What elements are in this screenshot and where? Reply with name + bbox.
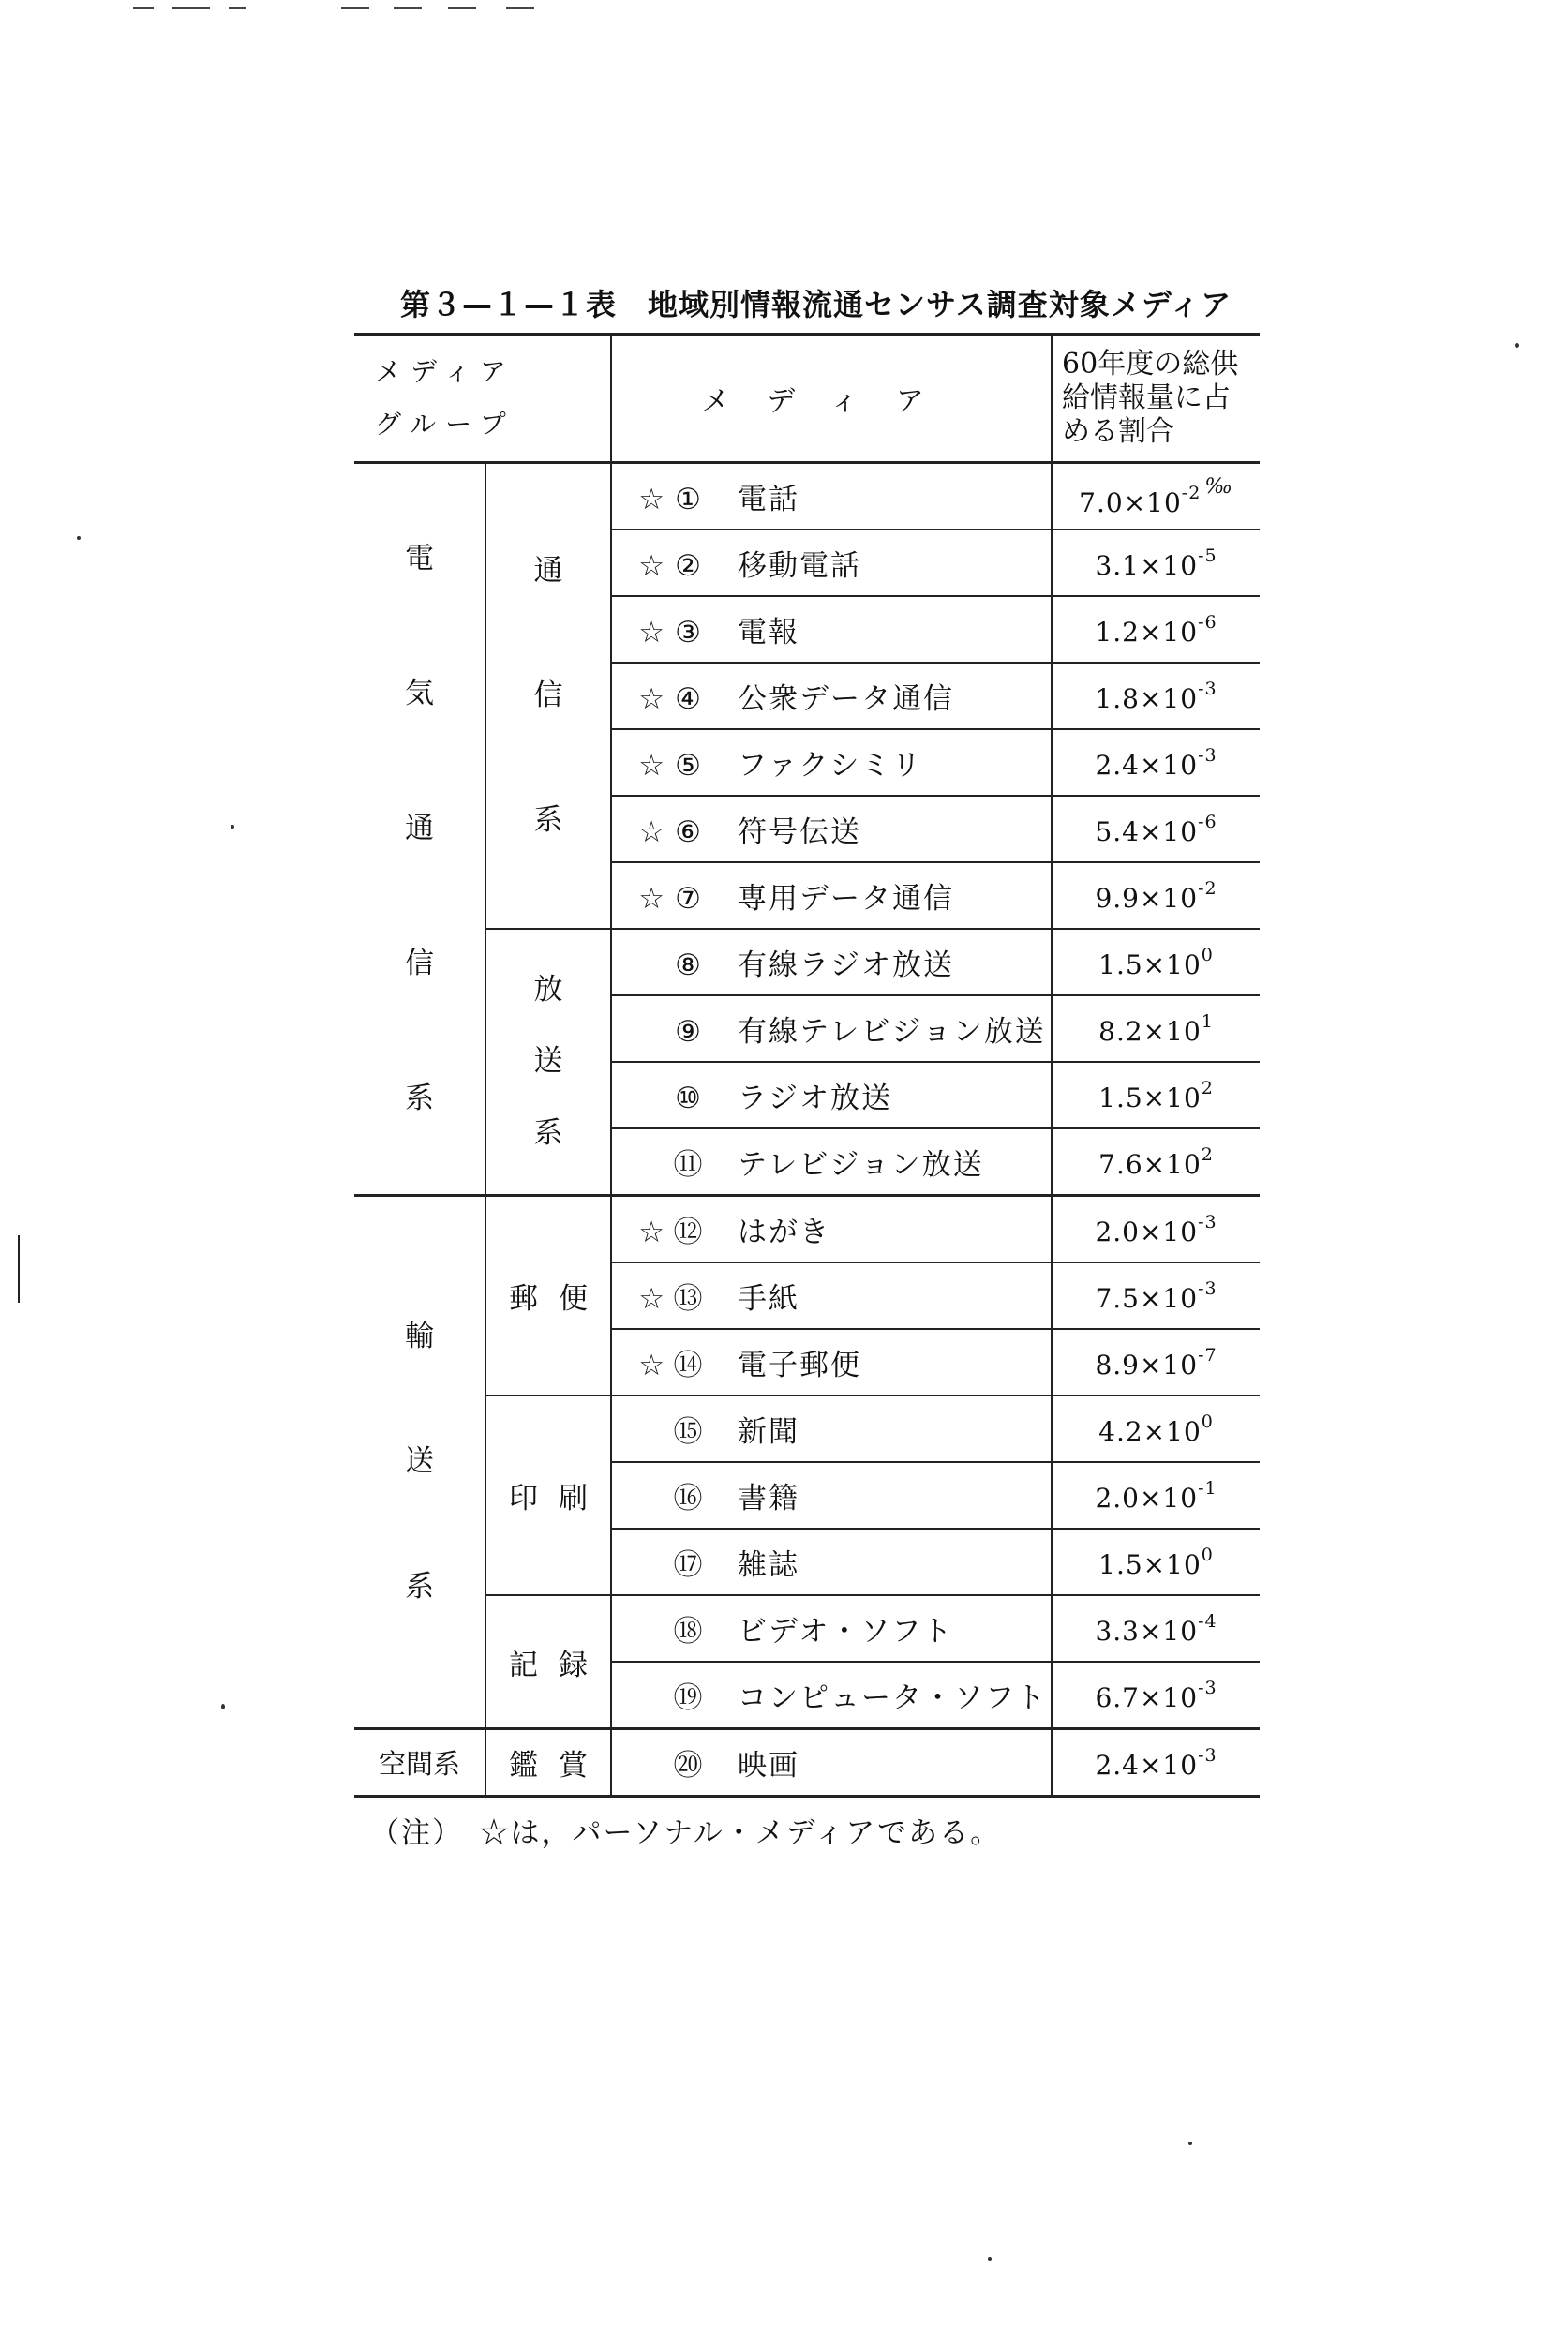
media-cell <box>611 729 1052 796</box>
vertical-label-char: 通 <box>533 553 563 588</box>
ratio-cell <box>1052 463 1260 530</box>
subgroup-telecom-label <box>486 509 610 884</box>
media-name: 移動電話 <box>738 549 862 583</box>
media-name: 電話 <box>738 483 800 516</box>
vertical-label-char: 通 <box>405 812 434 845</box>
media-name: ビデオ・ソフト <box>738 1615 954 1649</box>
media-cell <box>611 1595 1052 1662</box>
media-number: ⑬ <box>673 1282 703 1316</box>
vertical-label-char: 放 <box>533 972 563 1007</box>
table-note: （注） ☆は，パーソナル・メディアである。 <box>370 1816 1002 1850</box>
ratio-cell <box>1052 1128 1260 1196</box>
ratio-exponent: -6 <box>1198 611 1217 633</box>
scan-artifact <box>394 7 422 9</box>
ratio-exponent: -7 <box>1198 1344 1217 1366</box>
media-cell <box>611 1396 1052 1462</box>
ratio-exponent: 2 <box>1201 1143 1214 1165</box>
media-cell <box>611 463 1052 530</box>
ratio-cell <box>1052 796 1260 862</box>
vertical-label-char: 輸 <box>405 1320 434 1354</box>
ratio-exponent: -2 <box>1181 482 1202 503</box>
media-name: 手紙 <box>738 1282 800 1316</box>
media-name: 雑誌 <box>738 1548 800 1582</box>
ratio-exponent: 1 <box>1201 1010 1214 1032</box>
ratio-mantissa: 8.2×10 <box>1098 1015 1202 1047</box>
ratio-exponent: 2 <box>1201 1077 1214 1098</box>
vertical-label-char: 系 <box>405 1082 434 1115</box>
media-number: ⑳ <box>673 1749 703 1783</box>
ratio-cell <box>1052 596 1260 663</box>
media-number: ⑩ <box>675 1082 701 1115</box>
ratio-exponent: -3 <box>1198 744 1217 766</box>
ratio-cell <box>1052 1662 1260 1729</box>
media-number: ⑯ <box>673 1482 703 1515</box>
header-media-group <box>354 335 611 463</box>
ratio-exponent: 0 <box>1201 1544 1214 1565</box>
media-cell <box>611 1262 1052 1329</box>
header-ratio-line3: める割合 <box>1062 415 1175 448</box>
vertical-label-char: 送 <box>533 1044 563 1079</box>
subgroup-telecom <box>485 463 611 930</box>
ratio-cell <box>1052 1062 1260 1128</box>
subgroup-broadcast <box>485 929 611 1196</box>
table-row <box>354 1595 1260 1662</box>
ratio-cell <box>1052 1529 1260 1595</box>
media-name: 公衆データ通信 <box>738 682 955 716</box>
media-name: 電子郵便 <box>738 1349 862 1382</box>
media-name: ファクシミリ <box>738 749 923 783</box>
media-number: ⑭ <box>673 1349 703 1382</box>
scan-artifact <box>1515 343 1519 348</box>
scan-artifact <box>229 7 246 9</box>
ratio-mantissa: 8.9×10 <box>1095 1349 1199 1381</box>
ratio-exponent: 0 <box>1201 1411 1214 1432</box>
ratio-mantissa: 9.9×10 <box>1095 882 1199 914</box>
personal-star-icon: ☆ <box>638 1216 665 1249</box>
ratio-mantissa: 1.5×10 <box>1098 1548 1202 1580</box>
media-cell <box>611 1729 1052 1797</box>
ratio-cell <box>1052 1196 1260 1263</box>
ratio-mantissa: 5.4×10 <box>1095 815 1199 847</box>
group-electric-label <box>354 492 485 1167</box>
media-cell <box>611 929 1052 995</box>
vertical-label-char: 系 <box>533 803 563 838</box>
media-cell <box>611 1462 1052 1529</box>
vertical-label-char: 信 <box>405 947 434 980</box>
personal-star-icon: ☆ <box>638 549 665 583</box>
header-ratio-line1: 60年度の総供 <box>1062 348 1239 381</box>
group-electric <box>354 463 485 1196</box>
ratio-exponent: 0 <box>1201 944 1214 965</box>
media-number: ⑤ <box>675 749 701 783</box>
media-name: 有線テレビジョン放送 <box>738 1015 1046 1049</box>
media-number: ① <box>675 483 701 516</box>
scan-artifact <box>18 1235 20 1303</box>
media-name: 専用データ通信 <box>738 882 955 916</box>
header-row <box>354 335 1260 463</box>
media-number: ⑰ <box>673 1548 703 1582</box>
media-cell <box>611 1062 1052 1128</box>
media-number: ⑱ <box>673 1615 703 1649</box>
ratio-cell <box>1052 729 1260 796</box>
media-number: ⑲ <box>673 1681 703 1715</box>
media-number: ⑮ <box>673 1415 703 1449</box>
media-number: ⑧ <box>675 948 701 982</box>
media-number: ⑦ <box>675 882 701 916</box>
media-number: ③ <box>675 616 701 649</box>
ratio-unit: ‰ <box>1204 474 1233 499</box>
scan-artifact <box>341 7 369 9</box>
group-transport-label <box>354 1275 485 1650</box>
scan-artifact <box>231 825 234 829</box>
ratio-cell <box>1052 862 1260 929</box>
ratio-mantissa: 4.2×10 <box>1098 1415 1202 1447</box>
header-group-line1: メディア <box>375 356 515 387</box>
ratio-exponent: -1 <box>1198 1477 1217 1499</box>
vertical-label-char: 電 <box>405 542 434 575</box>
ratio-mantissa: 2.0×10 <box>1095 1482 1199 1514</box>
scan-artifact <box>77 536 81 540</box>
ratio-mantissa: 1.2×10 <box>1095 616 1199 648</box>
vertical-label-char: 系 <box>533 1116 563 1151</box>
group-transport <box>354 1196 485 1729</box>
personal-star-icon: ☆ <box>638 1349 665 1382</box>
media-cell <box>611 530 1052 596</box>
ratio-exponent: -4 <box>1198 1610 1217 1632</box>
ratio-mantissa: 7.0×10 <box>1079 486 1182 518</box>
personal-star-icon: ☆ <box>638 483 665 516</box>
ratio-cell <box>1052 1329 1260 1396</box>
media-number: ⑨ <box>675 1015 701 1049</box>
header-group-line2: グループ <box>375 409 515 440</box>
media-cell <box>611 1329 1052 1396</box>
table-row <box>354 1396 1260 1462</box>
subgroup-print: 印刷 <box>485 1396 611 1595</box>
ratio-cell <box>1052 1595 1260 1662</box>
ratio-exponent: -5 <box>1198 545 1217 566</box>
ratio-cell <box>1052 995 1260 1062</box>
scan-artifact <box>1188 2142 1192 2145</box>
ratio-cell <box>1052 530 1260 596</box>
header-ratio <box>1052 335 1260 463</box>
personal-star-icon: ☆ <box>638 882 665 916</box>
vertical-label-char: 気 <box>405 677 434 710</box>
ratio-cell <box>1052 663 1260 729</box>
table-row <box>354 463 1260 530</box>
scan-artifact <box>172 7 210 9</box>
ratio-mantissa: 2.0×10 <box>1095 1216 1199 1247</box>
vertical-label-char: 送 <box>405 1444 434 1479</box>
personal-star-icon: ☆ <box>638 682 665 716</box>
personal-star-icon: ☆ <box>638 616 665 649</box>
subgroup-viewing: 鑑賞 <box>485 1729 611 1797</box>
ratio-exponent: -3 <box>1198 1211 1217 1232</box>
subgroup-postal: 郵便 <box>485 1196 611 1396</box>
media-number: ⑪ <box>673 1148 703 1182</box>
scan-artifact <box>221 1704 225 1709</box>
scan-artifact <box>133 7 154 9</box>
ratio-exponent: -3 <box>1198 1677 1217 1698</box>
ratio-exponent: -3 <box>1198 1277 1217 1299</box>
table-title: 第３—１—１表 地域別情報流通センサス調査対象メディア <box>400 287 1232 322</box>
media-number: ⑥ <box>675 815 701 849</box>
scan-artifact <box>988 2257 992 2261</box>
media-cell <box>611 596 1052 663</box>
media-cell <box>611 1128 1052 1196</box>
media-name: はがき <box>738 1216 831 1249</box>
ratio-mantissa: 1.5×10 <box>1098 948 1202 980</box>
vertical-label-char: 信 <box>533 678 563 712</box>
media-cell <box>611 862 1052 929</box>
media-cell <box>611 663 1052 729</box>
personal-star-icon: ☆ <box>638 815 665 849</box>
ratio-cell <box>1052 1462 1260 1529</box>
ratio-mantissa: 2.4×10 <box>1095 749 1199 781</box>
personal-star-icon: ☆ <box>638 749 665 783</box>
table-row <box>354 929 1260 995</box>
ratio-exponent: -3 <box>1198 1744 1217 1766</box>
media-cell <box>611 1529 1052 1595</box>
media-cell <box>611 1196 1052 1263</box>
subgroup-broadcast-label <box>486 954 610 1170</box>
ratio-cell <box>1052 929 1260 995</box>
media-name: 有線ラジオ放送 <box>738 948 955 982</box>
media-number: ④ <box>675 682 701 716</box>
header-ratio-line2: 給情報量に占 <box>1062 381 1232 414</box>
media-table <box>354 333 1260 1798</box>
media-name: テレビジョン放送 <box>738 1148 984 1182</box>
ratio-mantissa: 3.3×10 <box>1095 1615 1199 1647</box>
ratio-mantissa: 1.8×10 <box>1095 682 1199 714</box>
vertical-label-char: 系 <box>405 1569 434 1604</box>
media-name: 映画 <box>738 1749 800 1783</box>
media-cell <box>611 1662 1052 1729</box>
ratio-exponent: -3 <box>1198 678 1217 699</box>
media-name: ラジオ放送 <box>738 1082 893 1115</box>
table-row <box>354 1729 1260 1797</box>
ratio-cell <box>1052 1729 1260 1797</box>
ratio-exponent: -6 <box>1198 811 1217 832</box>
header-media: メディア <box>611 335 1052 463</box>
ratio-mantissa: 2.4×10 <box>1095 1749 1199 1781</box>
ratio-cell <box>1052 1262 1260 1329</box>
scan-artifact <box>448 7 476 9</box>
subgroup-record: 記録 <box>485 1595 611 1729</box>
media-name: 新聞 <box>738 1415 800 1449</box>
ratio-mantissa: 3.1×10 <box>1095 549 1199 581</box>
ratio-mantissa: 7.6×10 <box>1098 1148 1202 1180</box>
group-space: 空間系 <box>354 1729 485 1797</box>
scan-artifact <box>506 7 534 9</box>
ratio-mantissa: 7.5×10 <box>1095 1282 1199 1314</box>
table-row <box>354 1196 1260 1263</box>
personal-star-icon: ☆ <box>638 1282 665 1316</box>
ratio-exponent: -2 <box>1198 877 1217 899</box>
media-name: 書籍 <box>738 1482 800 1515</box>
ratio-mantissa: 6.7×10 <box>1095 1681 1199 1713</box>
media-number: ⑫ <box>673 1216 703 1249</box>
media-name: 符号伝送 <box>738 815 862 849</box>
media-name: コンピュータ・ソフト <box>738 1681 1048 1715</box>
media-name: 電報 <box>738 616 800 649</box>
ratio-cell <box>1052 1396 1260 1462</box>
ratio-mantissa: 1.5×10 <box>1098 1082 1202 1113</box>
media-cell <box>611 796 1052 862</box>
media-number: ② <box>675 549 701 583</box>
media-cell <box>611 995 1052 1062</box>
